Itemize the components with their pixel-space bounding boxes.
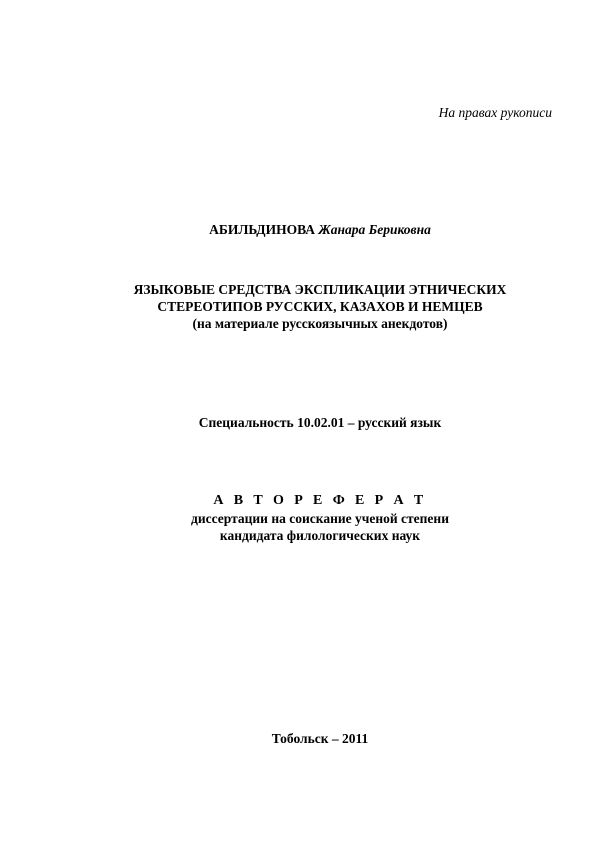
abstract-line-2: кандидата филологических наук (219, 528, 421, 543)
title-line-2: СТЕРЕОТИПОВ РУССКИХ, КАЗАХОВ И НЕМЦЕВ (157, 299, 483, 314)
title-line-1: ЯЗЫКОВЫЕ СРЕДСТВА ЭКСПЛИКАЦИИ ЭТНИЧЕСКИХ (133, 282, 507, 297)
abstract-description (0, 510, 595, 544)
author-name (0, 221, 595, 238)
specialty: Специальность 10.02.01 – русский язык (198, 415, 442, 430)
abstract-heading-text: А В Т О Р Е Ф Е Р А Т (213, 493, 427, 508)
rights-note: На правах рукописи (438, 105, 552, 120)
abstract-line-1: диссертации на соискание ученой степени (191, 511, 449, 526)
title-subtitle: (на материале русскоязычных анекдотов) (192, 316, 448, 331)
author-surname: АБИЛЬДИНОВА (209, 222, 316, 237)
author-given-names: Жанара Бериковна (318, 222, 431, 237)
place-year: Тобольск – 2011 (271, 731, 369, 746)
dissertation-title (0, 281, 595, 332)
abstract-heading (0, 492, 595, 509)
